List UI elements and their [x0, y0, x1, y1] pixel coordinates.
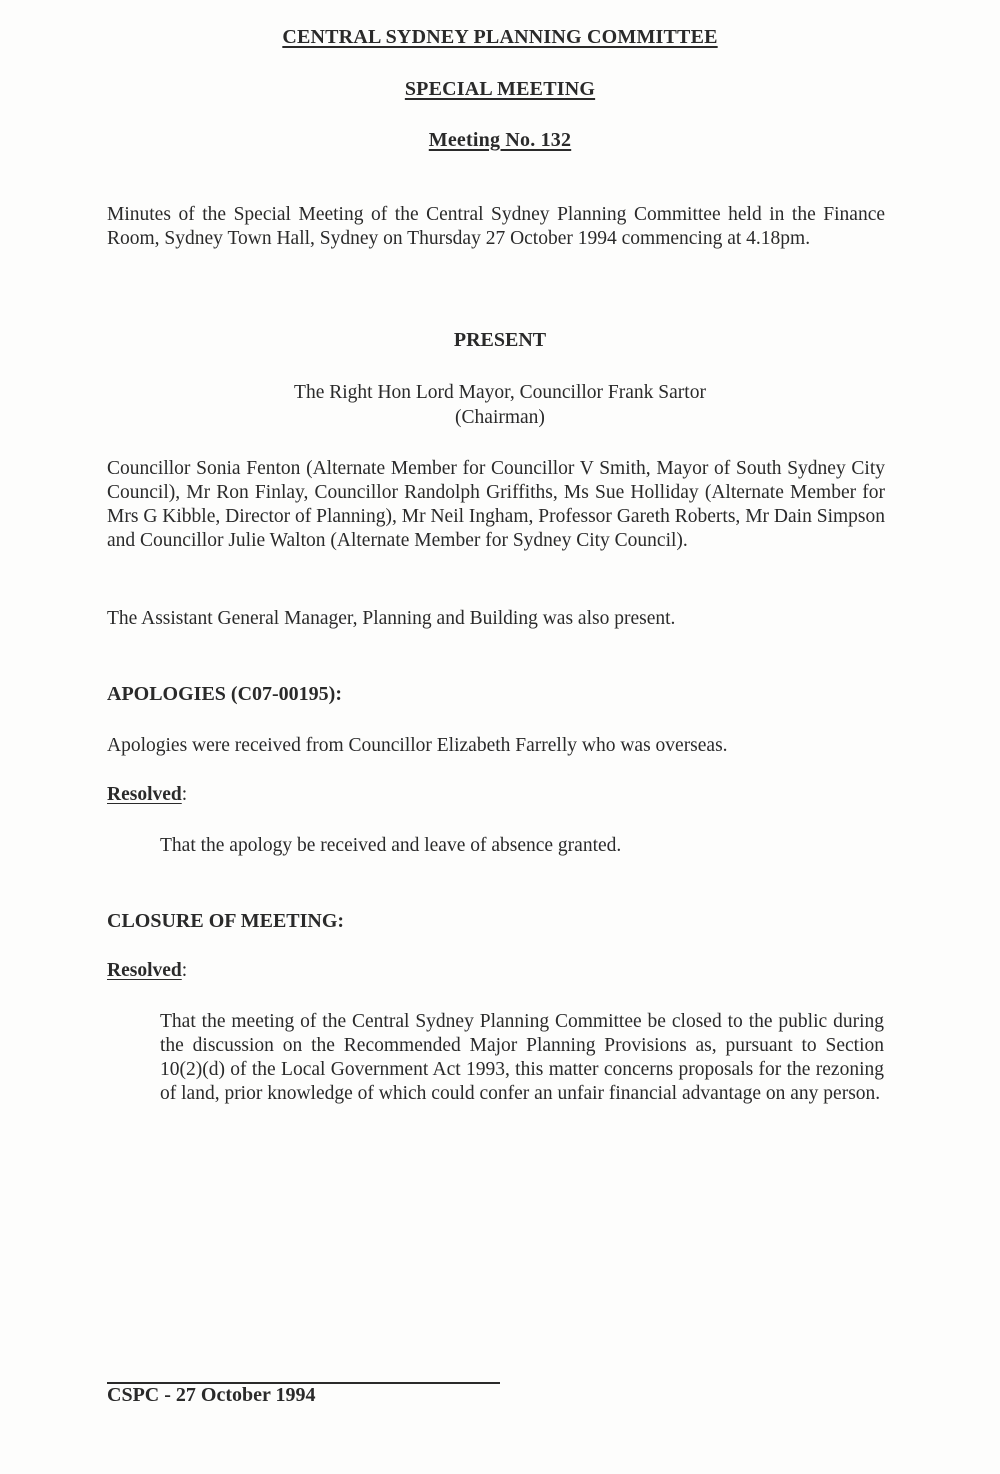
resolved-colon: : [181, 784, 188, 805]
resolved-colon: : [181, 960, 188, 981]
chairman-role: (Chairman) [455, 407, 545, 428]
members-paragraph: Councillor Sonia Fenton (Alternate Member for Councillor V Smith, Mayor of South Sydney City Council), Mr Ron Finlay, Councillor Randolph Griffiths, Ms Sue Holliday (Alternate Member for Mrs G Kibble, Director of Planning), Mr Neil Ingham, Professor Gareth Roberts, Mr Dain Simpson and Councillor Julie Walton (Alternate Member for Sydney City Council). [107, 458, 885, 551]
resolved-word: Resolved [107, 784, 182, 805]
committee-heading: CENTRAL SYDNEY PLANNING COMMITTEE [282, 26, 718, 48]
intro-paragraph: Minutes of the Special Meeting of the Central Sydney Planning Committee held in the Finance Room, Sydney Town Hall, Sydney on Thursday 27 October 1994 commencing at 4.18pm. [107, 204, 885, 249]
meeting-number-heading: Meeting No. 132 [428, 129, 572, 151]
apologies-resolution: That the apology be received and leave of absence granted. [160, 835, 622, 856]
meeting-type-heading: SPECIAL MEETING [404, 78, 596, 100]
also-present-text: The Assistant General Manager, Planning and Building was also present. [107, 608, 676, 629]
apologies-heading: APOLOGIES (C07-00195): [107, 683, 342, 705]
apologies-resolved-label [107, 783, 187, 807]
footer-text: CSPC - 27 October 1994 [107, 1384, 316, 1406]
closure-heading: CLOSURE OF MEETING: [107, 910, 345, 932]
present-heading: PRESENT [453, 329, 547, 351]
apologies-text: Apologies were received from Councillor Elizabeth Farrelly who was overseas. [107, 735, 728, 756]
chairman-name: The Right Hon Lord Mayor, Councillor Frank Sartor [294, 382, 706, 403]
resolved-word: Resolved [107, 960, 182, 981]
closure-resolution: That the meeting of the Central Sydney Planning Committee be closed to the public during the discussion on the Recommended Major Planning Provisions as, pursuant to Section 10(2)(d) of the Local Government Act 1993, this matter concerns proposals for the rezoning of land, prior knowledge of which could confer an unfair financial advantage on any person. [160, 1011, 884, 1104]
closure-resolved-label [107, 959, 187, 983]
